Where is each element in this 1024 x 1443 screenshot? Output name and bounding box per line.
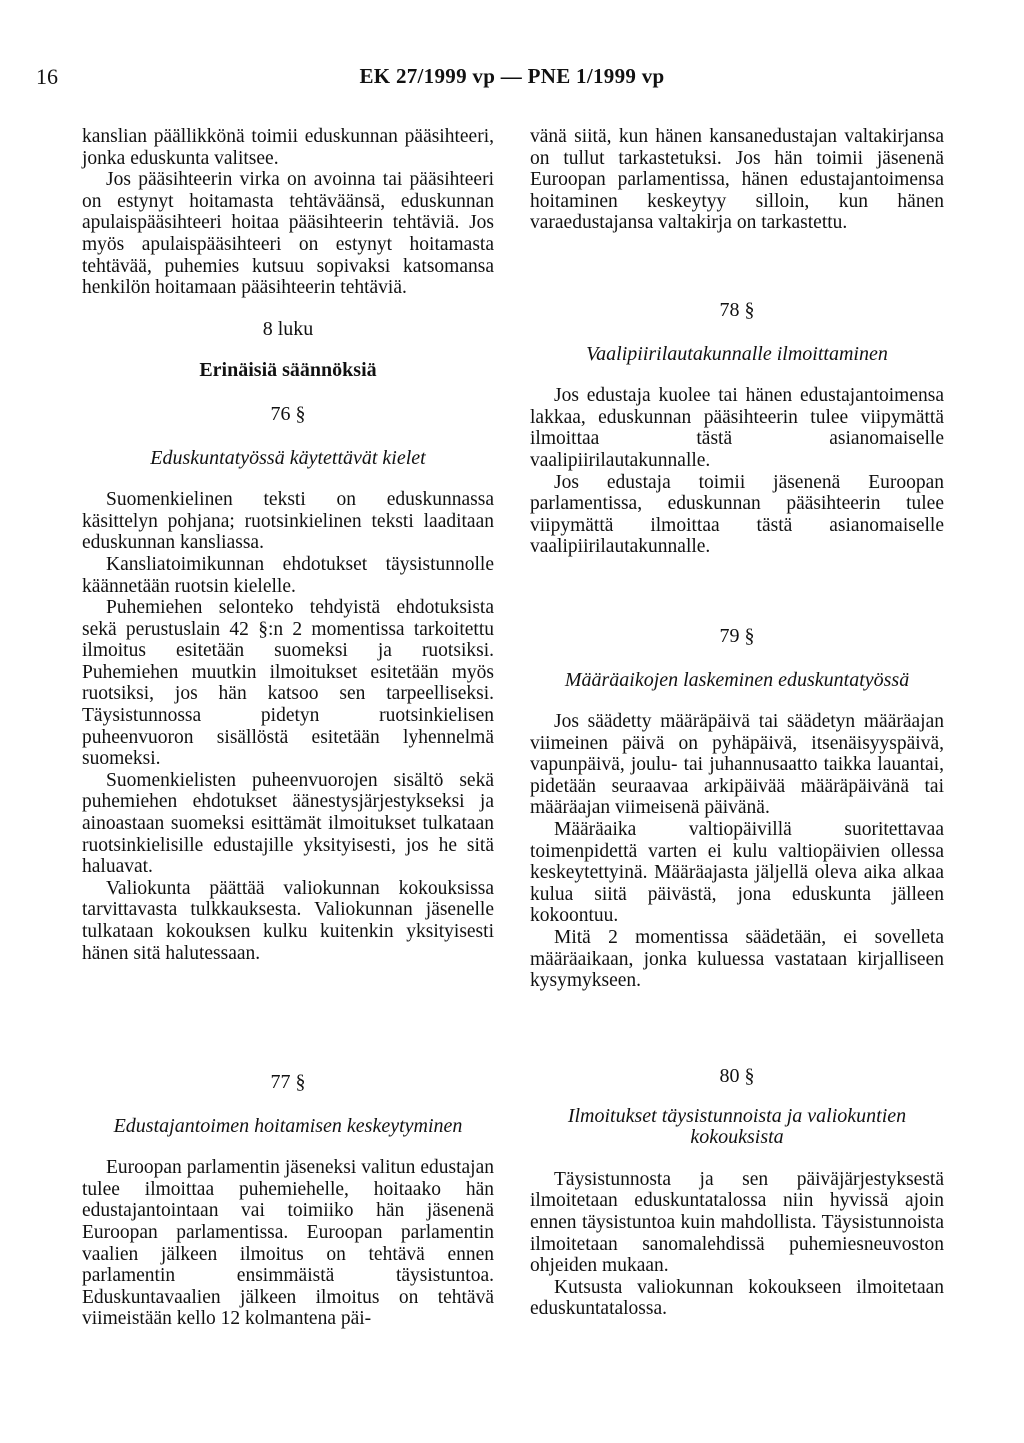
section-76-paragraph: Kansliatoimikunnan ehdotukset täysistunnolle käännetään ruotsin kielelle. — [82, 553, 494, 597]
chapter-title: Erinäisiä säännöksiä — [199, 359, 377, 382]
intro-paragraph: Jos pääsihteerin virka on avoinna tai pääsihteeri on estynyt hoitamasta tehtäväänsä, eduskunnan apulaispääsihteeri hoitaa pääsihteerin tehtäviä. Jos myös apulaispääsihteeri on estynyt hoitamasta tehtävää, puhemies kutsuu sopivaksi katsomansa henkilön hoitamaan pääsihteerin tehtäviä. — [82, 169, 494, 299]
section-77-paragraph: Euroopan parlamentin jäseneksi valitun edustajan tulee ilmoittaa puhemiehelle, hoitaako hän edustajantointaan vai toimiiko hän jäsenenä Euroopan parlamentissa. Euroopan parlamentin vaalien jälkeen ilmoitus on tehtävä ennen parlamentin ensimmäistä täysistuntoa. Eduskuntavaalien jälkeen ilmoitus on tehtävä viimeistään kello 12 kolmantena päi- — [82, 1157, 494, 1330]
section-76-paragraph: Puhemiehen selonteko tehdyistä ehdotuksista sekä perustuslain 42 §:n 2 momentissa tarkoitettu ilmoitus esitetään suomeksi ja ruotsiksi. Puhemiehen muutkin ilmoitukset esitetään myös ruotsiksi, jos hän katsoo sen tarpeelliseksi. Täysistunnossa pidetyn ruotsinkielisen puheenvuoron sisällöstä esitetään lyhennelmä suomeksi. — [82, 597, 494, 770]
section-76-number: 76 § — [270, 402, 306, 425]
left-column-bottom — [82, 1072, 494, 1330]
chapter-label: 8 luku — [262, 317, 314, 340]
continuation-paragraph: vänä siitä, kun hänen kansanedustajan valtakirjansa on tullut tarkastetuksi. Jos hän toimii jäsenenä Euroopan parlamentissa, hänen edustajantoimensa hoitaminen keskeytyy silloin, kun hänen varaedustajansa valtakirja on tarkastettu. — [530, 126, 944, 234]
section-80-number: 80 § — [719, 1065, 755, 1087]
section-76-paragraph: Suomenkielinen teksti on eduskunnassa käsittelyn pohjana; ruotsinkielinen teksti laaditaan eduskunnan kansliassa. — [82, 489, 494, 554]
section-79-paragraph: Määräaika valtiopäivillä suoritettavaa toimenpidettä varten ei kulu valtiopäivien ollessa keskeytettyinä. Määräajasta jäljellä oleva aika alkaa kulua siitä päivästä, jona eduskunta jälleen kokoontuu. — [530, 819, 944, 927]
section-79-paragraph: Jos säädetty määräpäivä tai säädetyn määräajan viimeinen päivä on pyhäpäivä, itsenäisyyspäivä, vapunpäivä, joulu- tai juhannusaatto taikka lauantai, pidetään seuraavaa arkipäivää määräpäivänä tai määräajan viimeisenä päivänä. — [530, 711, 944, 819]
section-80-paragraph: Kutsusta valiokunnan kokoukseen ilmoitetaan eduskuntatalossa. — [530, 1276, 944, 1320]
section-77-title: Edustajantoimen hoitamisen keskeytyminen — [113, 1114, 463, 1137]
page-number: 16 — [36, 64, 58, 89]
section-78-number: 78 § — [719, 298, 755, 321]
section-76-paragraph: Suomenkielisten puheenvuorojen sisältö sekä puhemiehen ehdotukset äänestysjärjestykseksi ja ainoastaan suomeksi esittämät ilmoitukset tulkataan ruotsinkielisille edustajille yksityisesti, jos he sitä haluavat. — [82, 769, 494, 878]
section-79-paragraph: Mitä 2 momentissa säädetään, ei sovelleta määräaikaan, jonka kuluessa vastataan kirjalliseen kysymykseen. — [530, 927, 944, 992]
left-column-top — [82, 126, 494, 964]
section-76-paragraph: Valiokunta päättää valiokunnan kokouksissa tarvittavasta tulkkauksesta. Valiokunnan jäsenelle tulkataan kokouksen kulku kuitenkin yksityisesti hänen sitä halutessaan. — [82, 877, 494, 964]
section-78-paragraph: Jos edustaja kuolee tai hänen edustajantoimensa lakkaa, eduskunnan pääsihteerin tulee viipymättä ilmoittaa tästä asianomaiselle vaalipiirilautakunnalle. — [530, 385, 944, 471]
section-79-number: 79 § — [719, 624, 755, 647]
section-78-title: Vaalipiirilautakunnalle ilmoittaminen — [586, 342, 888, 365]
section-80-title: Ilmoitukset täysistunnoista ja valiokuntien kokouksista — [567, 1104, 907, 1149]
section-79-title: Määräaikojen laskeminen eduskuntatyössä — [564, 668, 910, 691]
section-76-title: Eduskuntatyössä käytettävät kielet — [150, 446, 426, 469]
right-column-bottom — [530, 1066, 944, 1320]
right-column-top — [530, 126, 944, 992]
section-77-number: 77 § — [270, 1071, 306, 1093]
section-78-paragraph: Jos edustaja toimii jäsenenä Euroopan parlamentissa, eduskunnan pääsihteerin tulee viipymättä ilmoittaa tästä asianomaiselle vaalipiirilautakunnalle. — [530, 471, 944, 558]
section-80-paragraph: Täysistunnosta ja sen päiväjärjestyksestä ilmoitetaan eduskuntatalossa niin hyvissä ajoin ennen täysistuntoa kuin mahdollista. Täysistunnoista ilmoitetaan sanomalehdissä puhemiesneuvoston ohjeiden mukaan. — [530, 1168, 944, 1277]
running-header: EK 27/1999 vp — PNE 1/1999 vp — [359, 64, 665, 88]
intro-paragraph: kanslian päällikkönä toimii eduskunnan pääsihteeri, jonka eduskunta valitsee. — [82, 126, 494, 169]
